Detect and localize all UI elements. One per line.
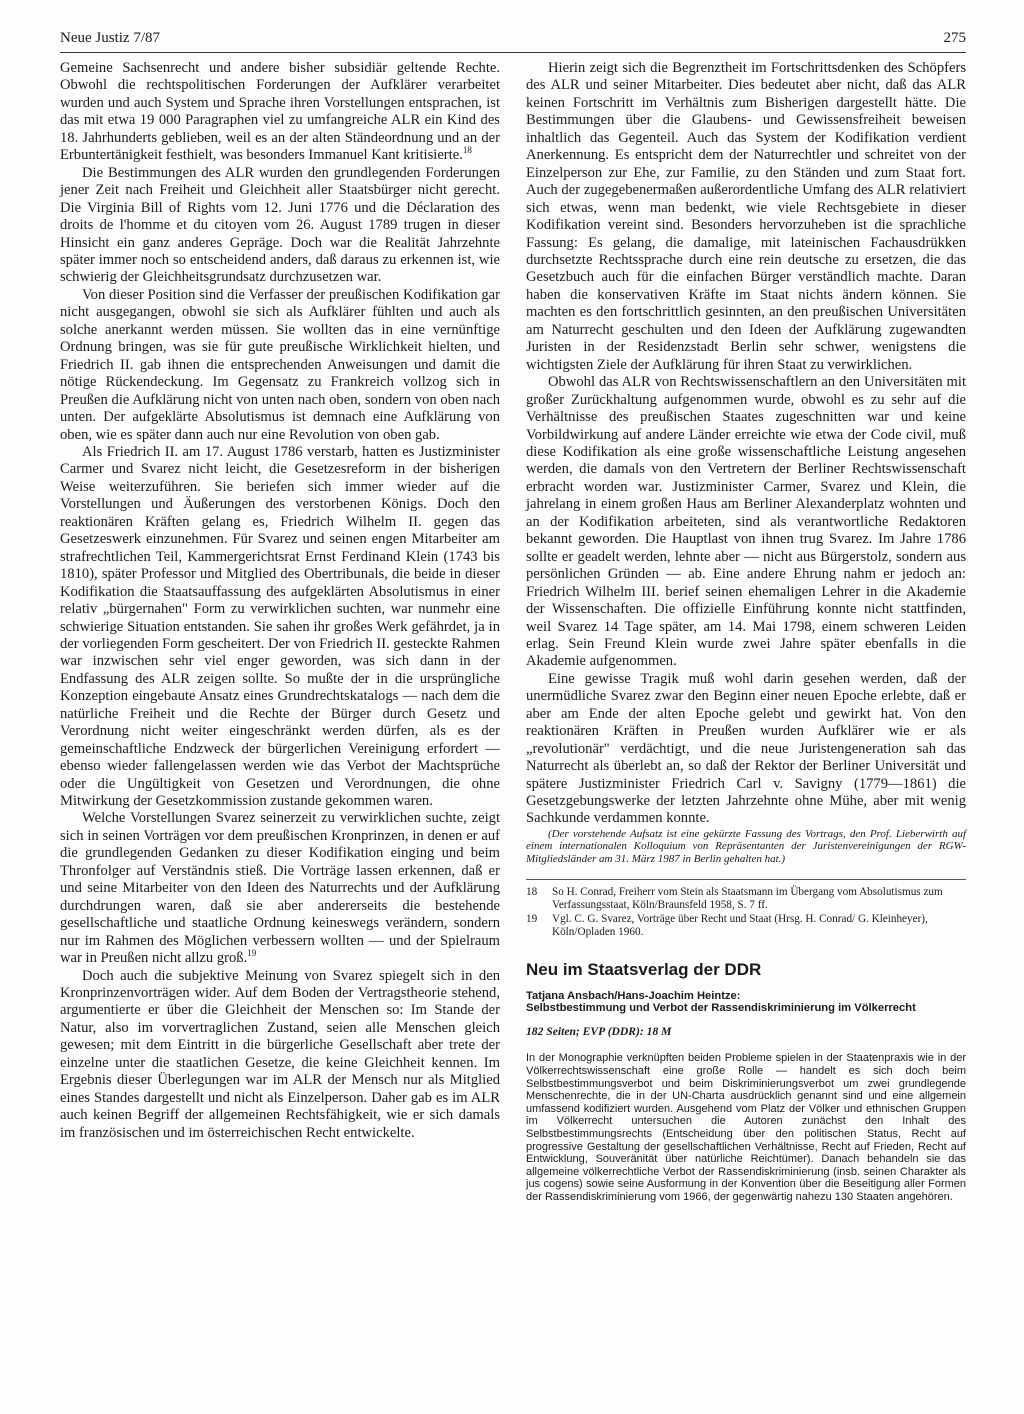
book-description: In der Monographie verknüpften beiden Probleme spielen in der Staatenpraxis wie in der Völkerrechtswissenschaft eine große Rolle — handelt es sich doch beim Selbstbestimmungsverbot und beim Diskriminierungsverbot um zwei grundlegende Menschenrechte, die in der UN-Charta ausdrücklich genannt sind und eine allgemein umfassend kodifiziert wurden. Ausgehend vom Platz der Völker und ethnischen Gruppen im Völkerrecht untersuchen die Autoren zunächst den Inhalt des Selbstbestimmungsrechts (Entscheidung über den politischen Status, Recht auf progressive Gestaltung der gesellschaftlichen Verhältnisse, Recht auf Frieden, Recht auf Entwicklung, Souveränität über natürliche Reichtümer). Danach behandeln sie das allgemeine völkerrechtliche Verbot der Rassendiskriminierung (insb. seinen Charakter als jus cogens) sowie seine Ausformung in der Konvention über die Beseitigung aller Formen der Rassendiskriminierung vom 1966, der gegenwärtig nahezu 130 Staaten angehören. [526, 1052, 966, 1203]
footnote-number: 18 [526, 886, 538, 899]
footnote [526, 913, 966, 938]
paragraph: Hierin zeigt sich die Begrenztheit im Fortschrittsdenken des Schöpfers des ALR und seiner Mitarbeiter. Dies bedeutet aber nicht, daß das ALR keinen Fortschritt im Verhältnis zum Bisherigen dargestellt hätte. Die Bestimmungen über die Glaubens- und Gewissensfreiheit beweisen inhaltlich das Gegenteil. Auch das System der Kodifikation verdient Anerkennung. Es entspricht dem der Naturrechtler und schreitet von der Einzelperson zur Ehe, zur Familie, zu den Ständen und zum Staat fort. Auch der zugegebenermaßen außerordentliche Umfang des ALR relativiert sich etwas, wenn man bedenkt, wie viele Rechtsgebiete in dieser Kodifikation vereint sind. Besonders hervorzuheben ist die sprachliche Fassung: Es gelang, die damalige, mit lateinischen Fachausdrükken durchsetzte Rechtssprache durch eine rein deutsche zu ersetzen, die das Gesetzbuch auch für die einfachen Bürger verständlich machte. Daran haben die konservativen Kräfte im Staat nichts ändern können. Sie machten es den fortschrittlich gesinnten, an den preußischen Universitäten am Naturrecht geschulten und den Ideen der Aufklärung zugewandten Juristen in der Residenzstadt Berlin sehr schwer, wenigstens die wichtigsten Ziele der Aufklärung für ihren Staat zu verwirklichen. [526, 60, 966, 373]
paragraph: Als Friedrich II. am 17. August 1786 verstarb, hatten es Justizminister Carmer und Svarez nicht leicht, die Gesetzesreform in der bisherigen Weise weiterzuführen. Sie beriefen sich immer wieder auf die Vorstellungen und Äußerungen des verstorbenen Königs. Doch den reaktionären Kräften gelang es, Friedrich Wilhelm II. gegen das Gesetzeswerk einzunehmen. Für Svarez und seinen engen Mitarbeiter am strafrechtlichen Teil, Kammergerichtsrat Ernst Ferdinand Klein (1743 bis 1810), später Professor und Mitglied des Obertribunals, die beide in dieser Kodifikation die Staatsauffassung des aufgeklärten Absolutismus in einer relativ „bürgernahen" Form zu verwirklichen suchten, war nunmehr eine schwierige Situation entstanden. Sie sahen ihr großes Werk gefährdet, ja in der vorliegenden Form gescheitert. Der von Friedrich II. gesteckte Rahmen war inzwischen sehr viel enger geworden, was sich dann in der Endfassung des ALR zeigen sollte. So mußte der in die ursprüngliche Konzeption eingebaute Ansatz eines Grundrechtskatalogs — nach dem die natürliche Freiheit und die Rechte der Bürger durch Gesetz und Verordnung nicht weiter eingeschränkt werden dürfen, als es der gemeinschaftliche Endzweck der bürgerlichen Vereinigung erfordert — ebenso wieder fallengelassen werden wie das Verbot der Machtsprüche oder die Ungültigkeit von Gesetzen und Verordnungen, die ohne Mitwirkung der Gesetzkommission zustande gekommen waren. [60, 443, 500, 810]
paragraph: Die Bestimmungen des ALR wurden den grundlegenden Forderungen jener Zeit nach Freiheit und Gleichheit aller Staatsbürger nicht gerecht. Die Virginia Bill of Rights vom 12. Juni 1776 und die Déclaration des droits de l'homme et du citoyen vom 26. August 1789 trugen in dieser Hinsicht ein ganz anderes Gepräge. Doch war die Realität Jahrzehnte später immer noch so entscheidend anders, daß daraus zu erkennen ist, wie schwierig der Gleichheitsgrundsatz durchzusetzen war. [60, 164, 500, 286]
book-title: Selbstbestimmung und Verbot der Rassendiskriminierung im Völkerrecht [526, 1002, 916, 1015]
running-header [60, 30, 966, 50]
footnote-ref[interactable]: 18 [462, 145, 472, 156]
paragraph: Eine gewisse Tragik muß wohl darin gesehen werden, daß der unermüdliche Svarez zwar den Beginn einer neuen Epoche erlebte, daß er aber am Ende der alten Epoche gelebt und gewirkt hat. Von den reaktionären Kräften in Preußen wurden Aufklärer wie er als „revolutionär" verdächtigt, und die neue Juristengeneration sah das Naturrecht als überlebt an, so daß der Rektor der Berliner Universität und spätere Justizminister Friedrich Carl v. Savigny (1779—1861) die Gesetzgebungswerke der letzten Jahrzehnte ohne Mühe, aber mit wenig Sachkunde verdammen konnte. [526, 670, 966, 827]
page-number: 275 [943, 30, 966, 46]
section-title: Neu im Staatsverlag der DDR [526, 959, 762, 979]
footnote-number: 19 [526, 913, 538, 926]
footnote-text: Vgl. C. G. Svarez, Vorträge über Recht und Staat (Hrsg. H. Conrad/ G. Kleinheyer), Köln/Opladen 1960. [552, 913, 928, 938]
paragraph: Welche Vorstellungen Svarez seinerzeit zu verwirklichen suchte, zeigt sich in seinen Vorträgen vor dem preußischen Kronprinzen, in denen er auf die grundlegenden Gedanken zu dieser Kodifikation einging und beim Thronfolger auf Verständnis stieß. Die Vorträge lassen erkennen, daß er und seine Mitarbeiter von den Ideen des Naturrechts und der Aufklärung durchdrungen waren, daß sie aber andererseits die bestehende gesellschaftliche und staatliche Ordnung keineswegs verändern, sondern nur im Rahmen des Möglichen verbessern wollten — und der Spielraum war in Preußen nicht allzu groß.$^{19}$ [60, 810, 500, 967]
header-rule [60, 52, 966, 53]
left-column [60, 60, 500, 1142]
paragraph: Doch auch die subjektive Meinung von Svarez spiegelt sich in den Kronprinzenvorträgen wider. Auf dem Boden der Vertragstheorie stehend, argumentierte er über die Gleichheit der Menschen so: Im Stande der Natur, also im vorvertraglichen Zustand, seien alle Menschen gleich gewesen; mit dem Eintritt in die bürgerliche Gesellschaft aber trete der einzelne unter die staatlichen Gesetze, die keine Gleichheit kennen. Im Ergebnis dieser Überlegungen war im ALR der Mensch nur als Mitglied eines Standes dargestellt und nicht als Einzelperson. Daher gab es im ALR auch keinen Begriff der allgemeinen Rechtsfähigkeit, wie er sich damals im französischen und im österreichischen Recht entwickelte. [60, 967, 500, 1141]
footnote [526, 886, 966, 911]
book-meta: 182 Seiten; EVP (DDR): 18 M [526, 1024, 672, 1038]
paragraph: Gemeine Sachsenrecht und andere bisher subsidiär geltende Rechte. Obwohl die rechtspolitischen Forderungen der Aufklärer verarbeitet wurden und auch System und Sprache ihren Vorstellungen entsprachen, ist das mit etwa 19 000 Paragraphen viel zu umfangreiche ALR ein Kind des 18. Jahrhunderts geblieben, weil es an der alten Ständeordnung und an der Erbuntertänigkeit festhielt, was besonders Immanuel Kant kritisierte.$^{18}$ [60, 60, 500, 164]
paragraph: Von dieser Position sind die Verfasser der preußischen Kodifikation gar nicht ausgegangen, obwohl sie sich als Aufklärer fühlten und auch als solche anerkannt werden müssen. Sie wollten das in eine vernünftige Ordnung bringen, was sie für gute preußische Wirklichkeit hielten, und Friedrich II. gab ihnen die entsprechenden Anweisungen und damit die nötige Rückendeckung. Im Gegensatz zu Frankreich vollzog sich in Preußen die Aufklärung nicht von unten nach oben, sondern von oben nach unten. Der aufgeklärte Absolutismus ist demnach eine Aufklärung von oben, wie es später dann auch nur eine Revolution von oben gab. [60, 286, 500, 443]
journal-title: Neue Justiz 7/87 [60, 30, 160, 46]
book-authors: Tatjana Ansbach/Hans-Joachim Heintze: [526, 989, 741, 1002]
right-column [526, 60, 966, 1204]
footnote-text: So H. Conrad, Freiherr vom Stein als Staatsmann im Übergang vom Absolutismus zum Verfassungsstaat, Köln/Braunsfeld 1958, S. 7 ff. [552, 886, 943, 911]
footnote-ref[interactable]: 19 [247, 948, 257, 959]
paragraph: Obwohl das ALR von Rechtswissenschaftlern an den Universitäten mit großer Zurückhaltung aufgenommen wurde, obwohl es zu sehr auf die Verhältnisse des preußischen Staates zugeschnitten war und keine Vorbildwirkung auf andere Länder erreichte wie etwa der Code civil, muß diese Kodifikation als eine große wissenschaftliche Leistung angesehen werden, die damals von den Vertretern der Berliner Rechtswissenschaft erbracht worden war. Justizminister Carmer, Svarez und Klein, die jahrelang in einem großen Haus am Berliner Alexanderplatz wohnten und an der Kodifikation arbeiteten, sind als verantwortliche Redaktoren bekannt geworden. Die Hauptlast von ihnen trug Svarez. Im Jahre 1786 sollte er geadelt werden, lehnte aber — nicht aus Bürgerstolz, sondern aus persönlichen Gründen — ab. Eine andere Ehrung nahm er jedoch an: Friedrich Wilhelm III. berief seinen ehemaligen Lehrer in die Akademie der Wissenschaften. Die offizielle Einführung konnte nicht stattfinden, weil Svarez 14 Tage später, am 14. Mai 1798, einem schweren Leiden erlag. Sein Freund Klein wurde zwei Jahre später ebenfalls in die Akademie aufgenommen. [526, 374, 966, 670]
footnote-rule [526, 879, 966, 880]
editorial-note: (Der vorstehende Aufsatz ist eine gekürzte Fassung des Vortrags, den Prof. Lieberwirth auf einem internationalen Kolloquium von Repräsentanten der Juristenvereinigungen der RGW-Mitgliedsländer am 31. März 1987 in Berlin gehalten hat.) [526, 827, 966, 865]
